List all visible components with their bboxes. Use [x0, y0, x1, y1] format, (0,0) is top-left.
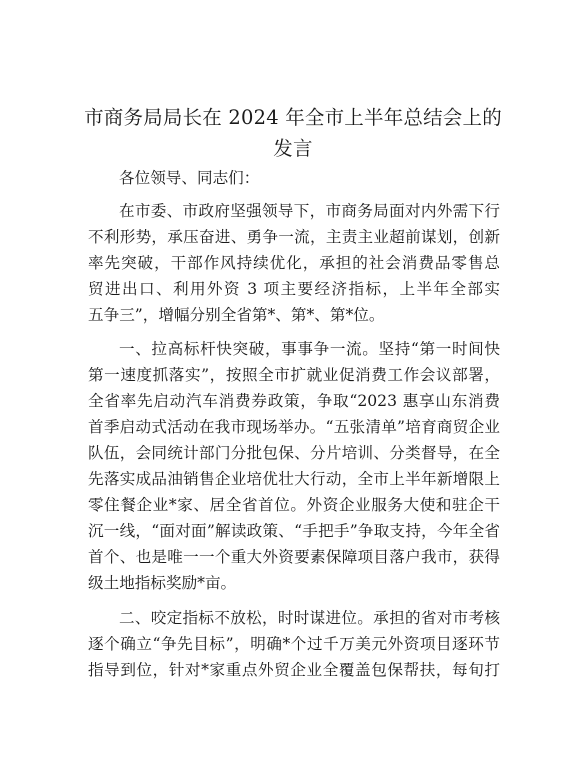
- section2-line-2: 逐个确立“争先目标”，明确*个过千万美元外资项目逐环节: [88, 635, 500, 653]
- section1-line-4: 首季启动式活动在我市现场举办。“五张清单”培育商贸企业: [88, 418, 500, 436]
- section1-line-7: 零住餐企业*家、居全省首位。外资企业服务大使和驻企干: [88, 496, 500, 514]
- intro-line-2: 不利形势，承压奋进、勇争一流，主责主业超前谋划，创新: [88, 228, 500, 246]
- section1-line-5: 队伍，会同统计部门分批包保、分片培训、分类督导，在全: [88, 444, 500, 462]
- section1-line-3: 全省率先启动汽车消费券政策，争取“2023 惠享山东消费: [88, 392, 500, 410]
- salutation: 各位领导、同志们：: [119, 169, 260, 187]
- intro-line-4: 贸进出口、利用外资 3 项主要经济指标，上半年全部实: [88, 280, 500, 298]
- section1-line-8: 沉一线，“面对面”解读政策、“手把手”争取支持，今年全省: [88, 522, 500, 540]
- section2-line-1: 二、咬定指标不放松，时时谋进位。承担的省对市考核: [119, 609, 500, 627]
- intro-line-1: 在市委、市政府坚强领导下，市商务局面对内外需下行: [119, 202, 500, 220]
- section1-line-10: 级土地指标奖励*亩。: [88, 574, 237, 592]
- intro-line-5: 五争三”，增幅分别全省第*、第*、第*位。: [88, 306, 385, 324]
- section1-line-2: 第一速度抓落实”，按照全市扩就业促消费工作会议部署，: [88, 366, 500, 384]
- section2-line-3: 指导到位，针对*家重点外贸企业全覆盖包保帮扶，每旬打: [88, 661, 500, 679]
- document-title-line-1: 市商务局局长在 2024 年全市上半年总结会上的: [84, 106, 502, 129]
- section1-line-9: 首个、也是唯一一个重大外资要素保障项目落户我市，获得: [88, 548, 500, 566]
- section1-line-1: 一、拉高标杆快突破，事事争一流。坚持“第一时间快: [119, 340, 500, 358]
- intro-line-3: 率先突破，干部作风持续优化，承担的社会消费品零售总: [88, 254, 500, 272]
- document-title-line-2: 发言: [273, 137, 313, 160]
- section1-line-6: 先落实成品油销售企业培优壮大行动，全市上半年新增限上: [88, 470, 500, 488]
